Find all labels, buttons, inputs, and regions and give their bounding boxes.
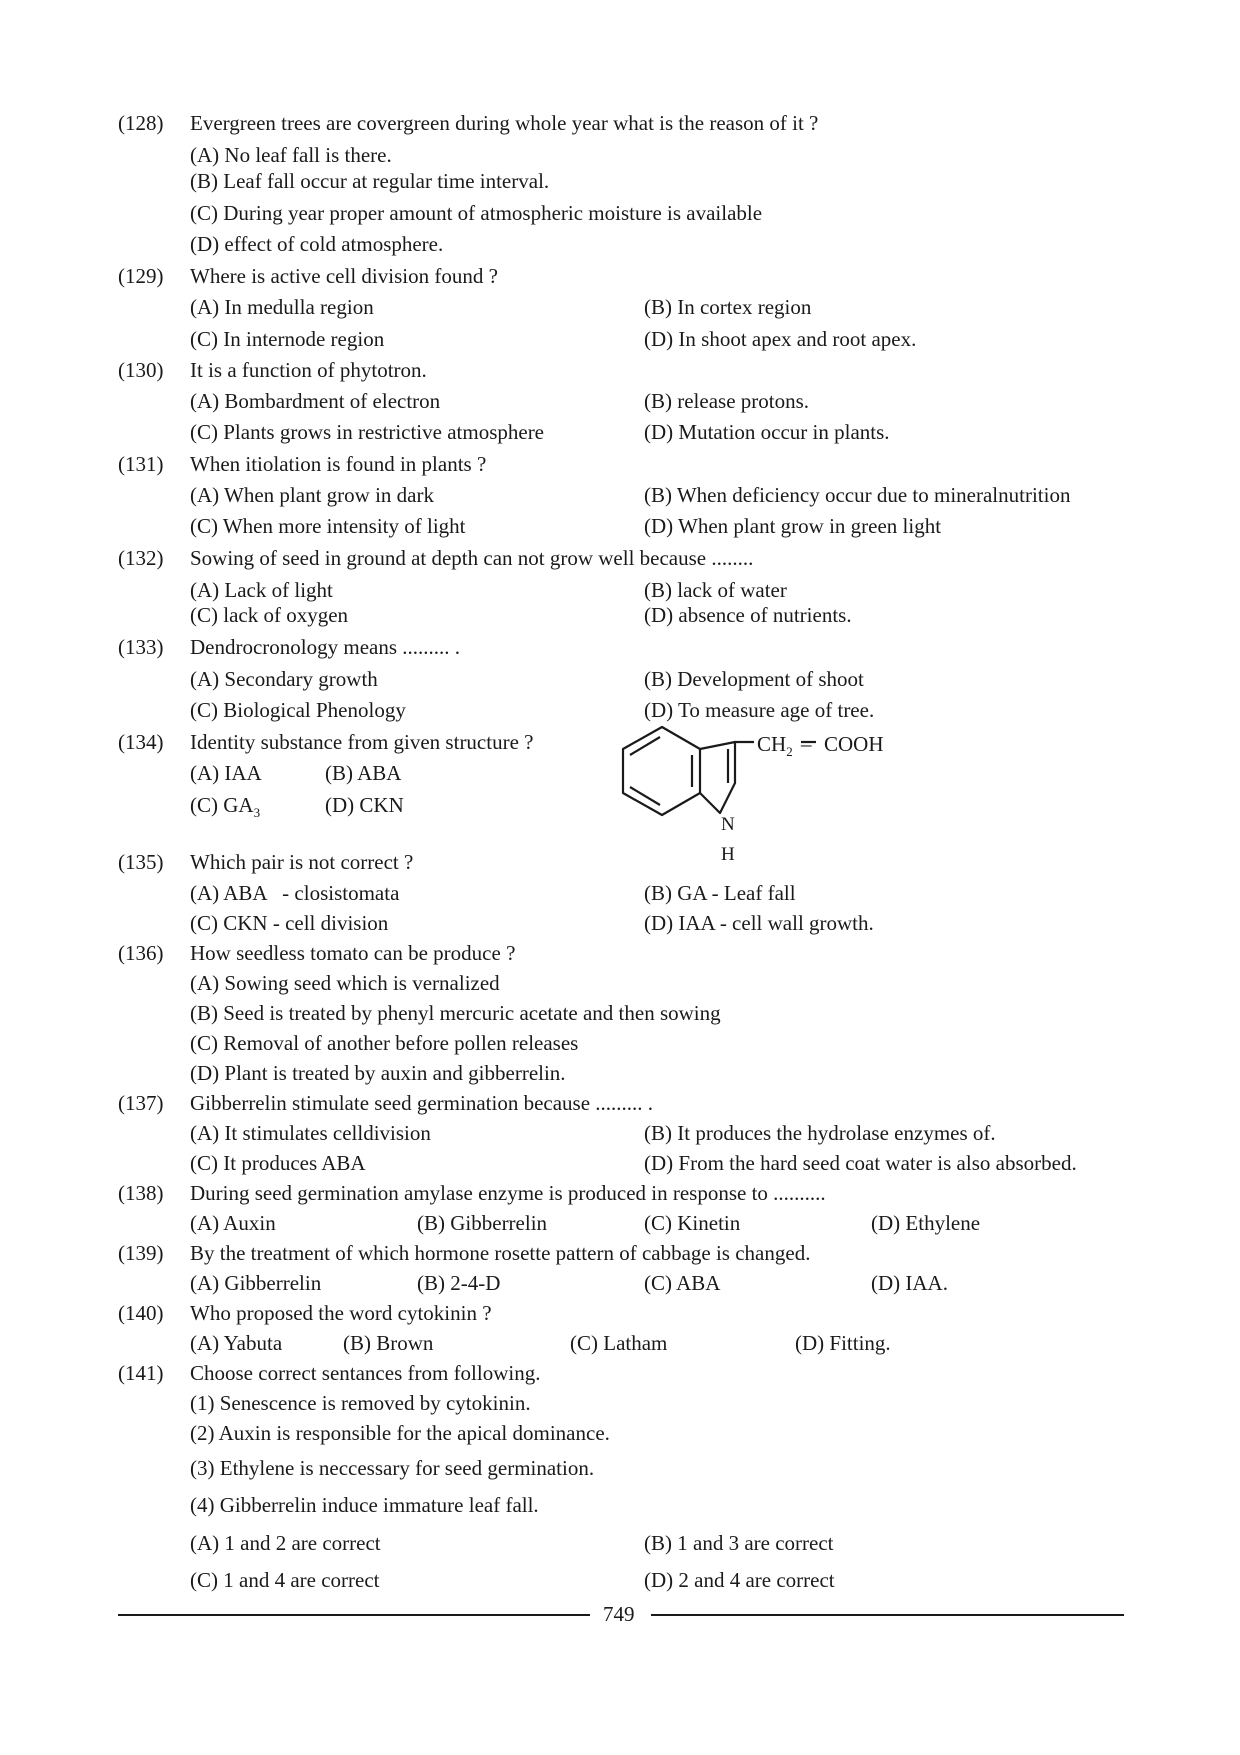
question-text: Dendrocronology means ......... .	[190, 635, 461, 659]
option: (D) When plant grow in green light	[644, 514, 942, 538]
option: (D) Ethylene	[871, 1211, 981, 1235]
question-text: Evergreen trees are covergreen during whole year what is the reason of it ?	[190, 111, 819, 135]
option: (A) IAA	[190, 761, 262, 785]
option: (B) release protons.	[644, 389, 810, 413]
question-number: (137)	[118, 1091, 164, 1115]
question-text: When itiolation is found in plants ?	[190, 452, 487, 476]
footer-rule-right	[651, 1614, 1124, 1616]
question-number: (141)	[118, 1361, 164, 1385]
hydrogen-label: H	[721, 844, 735, 865]
option: (D) IAA - cell wall growth.	[644, 911, 874, 935]
option: (A) When plant grow in dark	[190, 483, 434, 507]
benzene-double-bond	[630, 787, 660, 805]
question-text: Choose correct sentances from following.	[190, 1361, 541, 1385]
option: (D) To measure age of tree.	[644, 698, 875, 722]
question-text: By the treatment of which hormone rosette pattern of cabbage is changed.	[190, 1241, 811, 1265]
option: (D) IAA.	[871, 1271, 948, 1295]
question-number: (130)	[118, 358, 164, 382]
question-number: (136)	[118, 941, 164, 965]
option: (A) Auxin	[190, 1211, 276, 1235]
option: (B) Development of shoot	[644, 667, 864, 691]
option: (B) Leaf fall occur at regular time interval.	[190, 169, 550, 193]
option: (A) Yabuta	[190, 1331, 283, 1355]
option: (C) 1 and 4 are correct	[190, 1568, 380, 1592]
option: (B) ABA	[325, 761, 402, 785]
question-number: (139)	[118, 1241, 164, 1265]
option: (B) 2-4-D	[417, 1271, 501, 1295]
option: (C) During year proper amount of atmospheric moisture is available	[190, 201, 763, 225]
option: (C) When more intensity of light	[190, 514, 466, 538]
question-text: Identity substance from given structure ?	[190, 730, 534, 754]
option: (A) ABA - closistomata	[190, 881, 400, 905]
footer-rule-left	[118, 1614, 590, 1616]
option: (D) 2 and 4 are correct	[644, 1568, 835, 1592]
option: (A) In medulla region	[190, 295, 374, 319]
page-number: 749	[603, 1602, 635, 1626]
option: (A) It stimulates celldivision	[190, 1121, 431, 1145]
option: (C) lack of oxygen	[190, 603, 349, 627]
option: (A) 1 and 2 are correct	[190, 1531, 381, 1555]
question-text: Gibberrelin stimulate seed germination because ......... .	[190, 1091, 654, 1115]
option: (C) Biological Phenology	[190, 698, 406, 722]
benzene-double-bond	[630, 737, 660, 755]
question-number: (128)	[118, 111, 164, 135]
question-text: Which pair is not correct ?	[190, 850, 414, 874]
option: (A) Bombardment of electron	[190, 389, 441, 413]
option: (B) Brown	[343, 1331, 434, 1355]
question-number: (129)	[118, 264, 164, 288]
ch2-label: $CH_2$	[757, 732, 793, 759]
question-text: Who proposed the word cytokinin ?	[190, 1301, 492, 1325]
statement: (1) Senescence is removed by cytokinin.	[190, 1391, 531, 1415]
option: (B) It produces the hydrolase enzymes of.	[644, 1121, 996, 1145]
question-number: (138)	[118, 1181, 164, 1205]
option: (C) CKN - cell division	[190, 911, 389, 935]
option: (D) Plant is treated by auxin and gibberrelin.	[190, 1061, 566, 1085]
option: (B) 1 and 3 are correct	[644, 1531, 834, 1555]
option: (D) effect of cold atmosphere.	[190, 232, 444, 256]
question-text: During seed germination amylase enzyme is produced in response to ..........	[190, 1181, 826, 1205]
question-text: It is a function of phytotron.	[190, 358, 427, 382]
option: (B) Seed is treated by phenyl mercuric acetate and then sowing	[190, 1001, 721, 1025]
option: (D) From the hard seed coat water is also absorbed.	[644, 1151, 1077, 1175]
option: (D) In shoot apex and root apex.	[644, 327, 917, 351]
nitrogen-label: N	[721, 814, 735, 835]
question-text: How seedless tomato can be produce ?	[190, 941, 516, 965]
question-number: (135)	[118, 850, 164, 874]
option: (C) Kinetin	[644, 1211, 741, 1235]
benzene-ring	[623, 727, 700, 815]
question-number: (140)	[118, 1301, 164, 1325]
option: (A) Lack of light	[190, 578, 333, 602]
option: (C) Latham	[570, 1331, 668, 1355]
option: (B) In cortex region	[644, 295, 812, 319]
pyrrole-ring	[700, 742, 735, 813]
statement: (3) Ethylene is neccessary for seed germination.	[190, 1456, 595, 1480]
option: (A) Sowing seed which is vernalized	[190, 971, 500, 995]
option: (D) Mutation occur in plants.	[644, 420, 890, 444]
statement: (4) Gibberrelin induce immature leaf fall.	[190, 1493, 539, 1517]
question-text: Sowing of seed in ground at depth can not grow well because ........	[190, 546, 754, 570]
question-number: (133)	[118, 635, 164, 659]
question-number: (132)	[118, 546, 164, 570]
question-number: (134)	[118, 730, 164, 754]
option: (B) When deficiency occur due to mineralnutrition	[644, 483, 1071, 507]
option: (C) Plants grows in restrictive atmosphere	[190, 420, 545, 444]
option: (C) Removal of another before pollen releases	[190, 1031, 579, 1055]
question-number: (131)	[118, 452, 164, 476]
option: (C) In internode region	[190, 327, 385, 351]
statement: (2) Auxin is responsible for the apical dominance.	[190, 1421, 610, 1445]
option: (D) Fitting.	[795, 1331, 891, 1355]
option: (C) $GA_3$	[190, 793, 261, 820]
option: (A) No leaf fall is there.	[190, 143, 392, 167]
option: (C) ABA	[644, 1271, 721, 1295]
question-text: Where is active cell division found ?	[190, 264, 498, 288]
option: (C) It produces ABA	[190, 1151, 366, 1175]
option: (B) lack of water	[644, 578, 787, 602]
option: (B) GA - Leaf fall	[644, 881, 796, 905]
option: (D) CKN	[325, 793, 404, 817]
cooh-label: COOH	[824, 732, 884, 756]
option: (A) Gibberrelin	[190, 1271, 322, 1295]
iaa-structure	[620, 725, 621, 726]
option: (D) absence of nutrients.	[644, 603, 852, 627]
option: (A) Secondary growth	[190, 667, 378, 691]
bond-dash: –	[801, 732, 812, 756]
option: (B) Gibberrelin	[417, 1211, 548, 1235]
